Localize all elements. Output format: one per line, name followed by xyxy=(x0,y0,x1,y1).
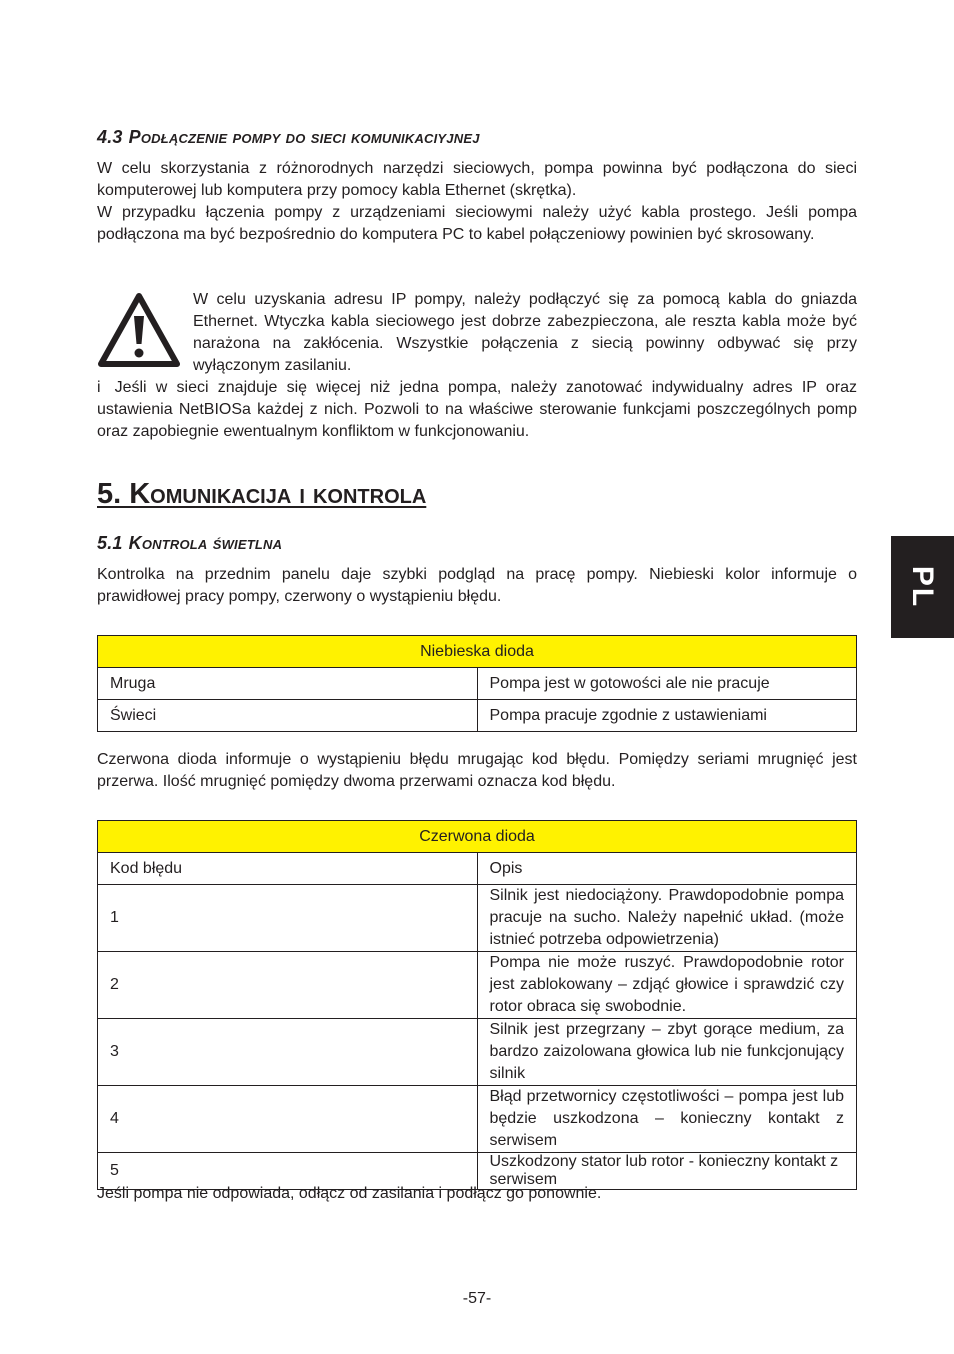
led-description: Pompa pracuje zgodnie z ustawieniami xyxy=(477,700,857,732)
table-row xyxy=(98,952,857,1019)
led-description: Pompa jest w gotowości ale nie pracuje xyxy=(477,668,857,700)
blue-led-table xyxy=(97,635,857,732)
error-description: Uszkodzony stator lub rotor - konieczny kontakt z serwisem xyxy=(477,1153,857,1190)
language-label: PL xyxy=(906,565,940,609)
error-description: Pompa nie może ruszyć. Prawdopodobnie rotor jest zablokowany – zdjąć głowice i sprawdzić czy rotor obraca się swobodnie. xyxy=(477,952,857,1019)
section-5-1-heading xyxy=(97,533,282,554)
info-icon: i xyxy=(97,379,101,396)
error-code: 5 xyxy=(98,1153,478,1190)
paragraph-reset-note: Jeśli pompa nie odpowiada, odłącz od zasilania i podłącz go ponownie. xyxy=(97,1185,602,1202)
section-number: 5.1 xyxy=(97,533,123,553)
error-code: 2 xyxy=(98,952,478,1019)
info-text: Jeśli w sieci znajduje się więcej niż jedna pompa, należy zanotować indywidualny adres IP oraz ustawienia NetBIOSa każdej z nich. Pozwoli to na właściwe sterowanie funkcjami poszczególnych pomp oraz zapobiegnie ewentualnym konfliktom w funkcjonowaniu. xyxy=(97,379,857,440)
table-row xyxy=(98,885,857,952)
table-row xyxy=(98,668,857,700)
error-description: Silnik jest niedociążony. Prawdopodobnie pompa pracuje na sucho. Należy napełnić układ. (może istnieć potrzeba odpowietrzenia) xyxy=(477,885,857,952)
paragraph-red-led-intro: Czerwona dioda informuje o wystąpieniu błędu mrugając kod błędu. Pomiędzy seriami mrugnięć jest przerwa. Ilość mrugnięć pomiędzy dwoma przerwami oznacza kod błędu. xyxy=(97,751,857,790)
paragraph-network-tools: W celu skorzystania z różnorodnych narzędzi sieciowych, pompa powinna być podłączona do sieci komputerowej lub komputera przy pomocy kabla Ethernet (skrętka). xyxy=(97,160,857,199)
section-title: Podłączenie pompy do sieci komunikaciyjnej xyxy=(128,127,480,147)
error-description: Błąd przetwornicy częstotliwości – pompa jest lub będzie uszkodzona – konieczny kontakt z serwisem xyxy=(477,1086,857,1153)
page-number: -57- xyxy=(462,1290,492,1307)
column-header-code: Kod błędu xyxy=(98,853,478,885)
blue-led-table-header: Niebieska dioda xyxy=(98,636,857,668)
paragraph-light-intro: Kontrolka na przednim panelu daje szybki podgląd na pracę pompy. Niebieski kolor informuje o prawidłowej pracy pompy, czerwony o wystąpieniu błędu. xyxy=(97,566,857,605)
error-description: Silnik jest przegrzany – zbyt gorące medium, za bardzo zaizolowana głowica lub nie funkcjonujący silnik xyxy=(477,1019,857,1086)
red-led-table-header: Czerwona dioda xyxy=(98,821,857,853)
info-note xyxy=(97,377,857,443)
section-title: Kontrola świetlna xyxy=(128,533,283,553)
led-state: Świeci xyxy=(98,700,478,732)
table-row xyxy=(98,1086,857,1153)
paragraph-cable-type: W przypadku łączenia pompy z urządzeniami sieciowymi należy użyć kabla prostego. Jeśli pompa podłączona ma być bezpośrednio do komputera PC to kabel połączeniowy powinien być skrosowany. xyxy=(97,204,857,243)
section-5-heading: 5. Komunikacija i kontrola xyxy=(97,478,427,510)
warning-text: W celu uzyskania adresu IP pompy, należy podłączyć się za pomocą kabla do gniazda Ethernet. Wtyczka kabla sieciowego jest dobrze zabezpieczona, ale reszta kabla może być narażona na zakłócenia. Wszystkie połączenia z siecią powinny odbywać się przy wyłączonym zasilaniu. xyxy=(193,291,857,374)
table-row xyxy=(98,700,857,732)
error-code: 1 xyxy=(98,885,478,952)
table-header-row xyxy=(98,853,857,885)
section-number: 4.3 xyxy=(97,127,123,147)
section-4-3-heading xyxy=(97,127,480,148)
language-tab xyxy=(891,536,954,638)
table-row xyxy=(98,1019,857,1086)
error-code: 4 xyxy=(98,1086,478,1153)
led-state: Mruga xyxy=(98,668,478,700)
red-led-table xyxy=(97,820,857,1190)
warning-triangle-icon xyxy=(97,292,181,368)
column-header-description: Opis xyxy=(477,853,857,885)
error-code: 3 xyxy=(98,1019,478,1086)
